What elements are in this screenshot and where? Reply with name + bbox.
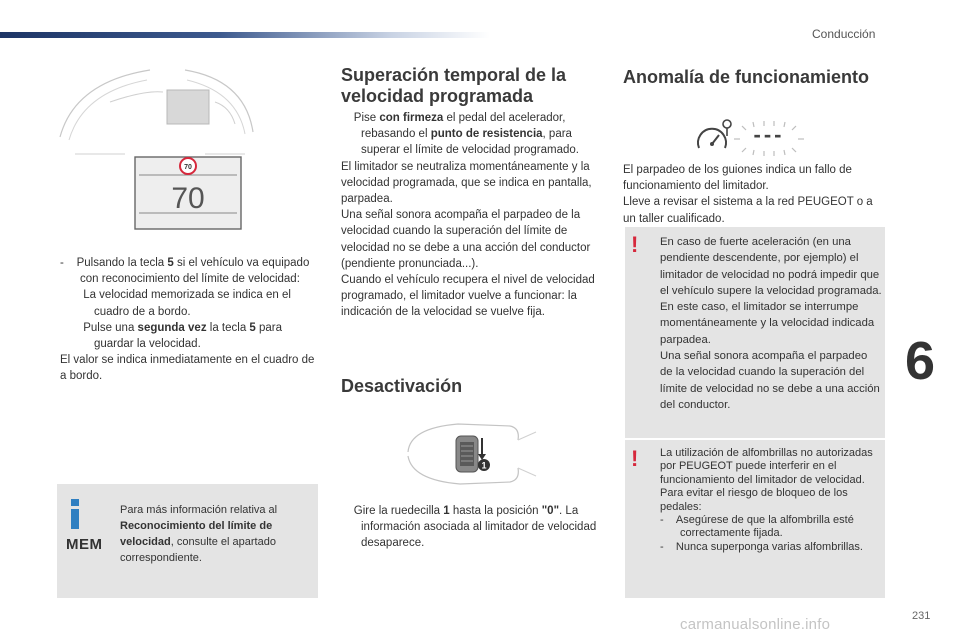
speed-sign-value: 70 [184, 164, 192, 171]
deactivation-body [341, 503, 603, 552]
section-heading: Superación temporal de la velocidad programada [341, 65, 567, 106]
section-title: Conducción [812, 27, 876, 41]
warning-icon: ! [631, 232, 639, 257]
page-number: 231 [912, 610, 931, 622]
right-paragraph: Lleve a revisar el sistema a la red PEUGEOT o a un taller cualificado. [623, 196, 873, 225]
list-item: Pulse una segunda vez la tecla 5 para guardar la velocidad. [80, 321, 283, 351]
warning-icon: ! [631, 446, 639, 471]
mem-label: MEM [66, 536, 103, 553]
speedometer-fault-icon [694, 118, 814, 158]
steering-control-illustration [398, 418, 538, 490]
middle-body [341, 110, 603, 321]
warning-text: La utilización de alfombrillas no autorizadas por PEUGEOT puede interferir en el funcionamiento del limitador de velocidad. Para evitar el riesgo de bloqueo de los pedales: - Asegúrese de que la alfombrilla esté correctamente fijada. - Nunca superponga varias alfombrillas. [660, 447, 878, 554]
watermark: carmanualsonline.info [680, 616, 831, 633]
list-item: Gire la ruedecilla 1 hasta la posición "0". La información asociada al limitador de velocidad desaparece. [353, 505, 597, 550]
right-paragraph: El parpadeo de los guiones indica un fallo de funcionamiento del limitador. [623, 164, 852, 193]
middle-paragraph: El limitador se neutraliza momentáneamente y la velocidad programada, que se indica en pantalla, parpadea. Una señal sonora acompaña el parpadeo de la velocidad cuando la superación del límite de velocidad no se debe a una acción del conductor (pendiente pronunciada...). Cuando el vehículo recupera el nivel de velocidad programado, el limitador vuelve a funcionar: la indicación de la velocidad se vuelve fija. [341, 160, 595, 319]
list-item: Pise con firmeza el pedal del acelerador, rebasando el punto de resistencia, para superar el límite de velocidad programado. [353, 112, 579, 157]
list-item: - Nunca superponga varias alfombrillas. [660, 540, 863, 553]
wheel-number-label: 1 [481, 460, 487, 471]
list-item: La velocidad memorizada se indica en el cuadro de a bordo. [80, 289, 291, 318]
memo-text: Para más información relativa al Reconocimiento del límite de velocidad, consulte el apartado correspondiente. [120, 504, 278, 564]
blinking-dashes: --- [753, 122, 785, 147]
left-instructions [60, 255, 322, 385]
header-bar [0, 32, 490, 38]
chapter-number: 6 [905, 331, 936, 391]
section-heading: Anomalía de funcionamiento [623, 67, 870, 87]
instrument-cluster-illustration [55, 62, 260, 237]
left-paragraph: El valor se indica inmediatamente en el cuadro de a bordo. [60, 354, 315, 383]
info-icon [68, 499, 82, 529]
section-heading: Desactivación [341, 376, 463, 396]
warning-text: En caso de fuerte aceleración (en una pendiente descendente, por ejemplo) el limitador de velocidad no podrá impedir que el vehículo supere la velocidad programada. En este caso, el limitador se interrumpe momentáneamente y la velocidad indicada parpadea. Una señal sonora acompaña el parpadeo de la velocidad cuando la superación del límite de velocidad no se debe a una acción del conductor. [660, 236, 882, 411]
right-body [623, 162, 885, 227]
speed-display-value: 70 [171, 182, 205, 215]
list-item: - Asegúrese de que la alfombrilla esté correctamente fijada. [660, 514, 854, 540]
list-item: - Pulsando la tecla 5 si el vehículo va equipado con reconocimiento del límite de velocidad: [60, 257, 310, 286]
